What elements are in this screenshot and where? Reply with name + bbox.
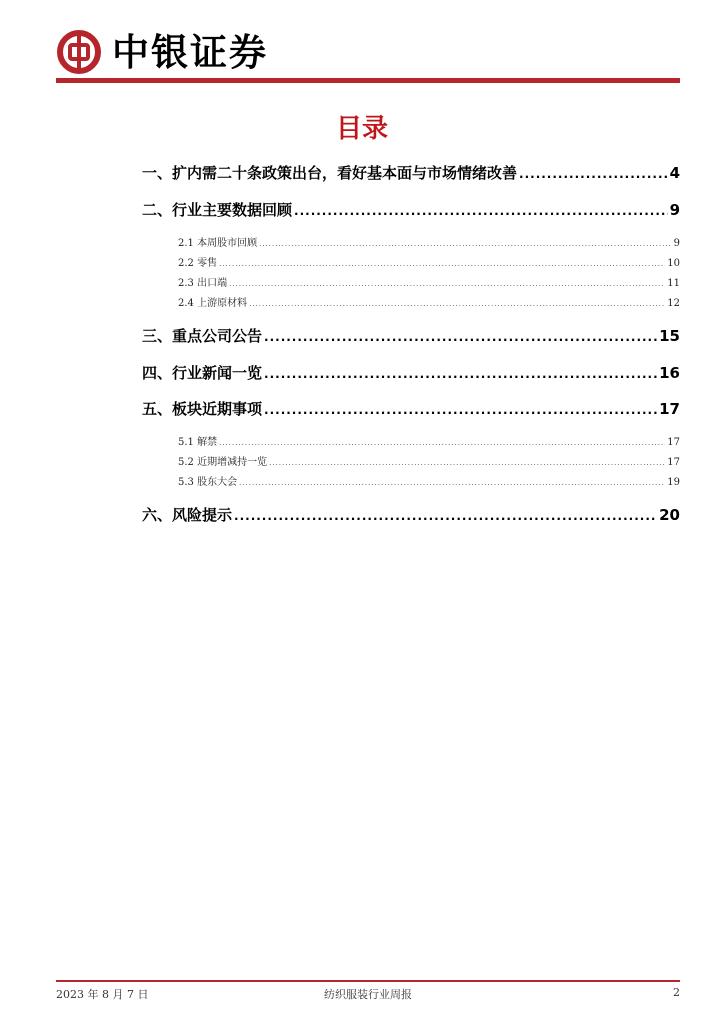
toc-entry[interactable] [142, 325, 680, 346]
toc-entry[interactable] [142, 398, 680, 419]
footer-divider [56, 980, 680, 982]
toc-entry-label: 5.1 解禁 [178, 433, 217, 448]
dot-leader [269, 459, 665, 467]
toc-subentry[interactable] [178, 254, 680, 269]
toc-entry[interactable] [142, 504, 680, 525]
page-number: 2 [673, 986, 680, 999]
toc-entry-page: 12 [667, 298, 680, 309]
dot-leader [294, 204, 668, 218]
report-name: 纺织服装行业周报 [324, 988, 412, 1001]
toc-entry-label: 2.3 出口端 [178, 274, 227, 289]
header-divider [56, 78, 680, 83]
dot-leader [239, 479, 665, 487]
dot-leader [249, 300, 665, 308]
dot-leader [264, 403, 657, 417]
toc-entry-label: 六、风险提示 [142, 506, 233, 524]
toc-entry-label: 2.1 本周股市回顾 [178, 234, 257, 249]
toc-entry-page: 10 [667, 258, 680, 269]
dot-leader [229, 280, 665, 288]
toc-entry-label: 一、扩内需二十条政策出台，看好基本面与市场情绪改善 [142, 164, 518, 182]
dot-leader [219, 260, 665, 268]
toc-entry-page: 9 [673, 238, 680, 249]
toc-entry-page: 17 [667, 437, 680, 448]
toc-title: 目录 [335, 114, 388, 144]
page-header [56, 28, 268, 76]
toc-entry-page: 16 [659, 364, 680, 382]
toc-subentry[interactable] [178, 453, 680, 468]
toc-entry-page: 4 [669, 164, 680, 182]
report-date: 2023 年 8 月 7 日 [56, 988, 149, 1001]
brand-name: 中银证券 [112, 30, 268, 74]
toc-subentry[interactable] [178, 473, 680, 488]
toc-entry-page: 20 [659, 506, 680, 524]
toc-entry-page: 15 [659, 327, 680, 345]
dot-leader [234, 509, 657, 523]
toc-subentry[interactable] [178, 433, 680, 448]
toc-subentry[interactable] [178, 274, 680, 289]
toc-entry[interactable] [142, 162, 680, 183]
toc-entry-label: 二、行业主要数据回顾 [142, 201, 293, 219]
toc-entry-page: 17 [667, 457, 680, 468]
dot-leader [519, 167, 668, 181]
toc-entry-label: 2.2 零售 [178, 254, 217, 269]
dot-leader [219, 439, 665, 447]
toc-entry[interactable] [142, 362, 680, 383]
toc-entry-label: 2.4 上游原材料 [178, 294, 247, 309]
toc-entry-label: 5.2 近期增减持一览 [178, 453, 267, 468]
toc-entry-page: 17 [659, 400, 680, 418]
toc-entry-label: 5.3 股东大会 [178, 473, 237, 488]
toc-entry-page: 11 [667, 278, 680, 289]
toc-entry[interactable] [142, 199, 680, 220]
bank-of-china-logo-icon [56, 29, 102, 75]
toc-entry-label: 五、板块近期事项 [142, 400, 263, 418]
dot-leader [264, 330, 657, 344]
toc-subentry[interactable] [178, 294, 680, 309]
toc-entry-label: 三、重点公司公告 [142, 327, 263, 345]
toc-subentry[interactable] [178, 234, 680, 249]
dot-leader [264, 367, 657, 381]
dot-leader [259, 240, 672, 248]
toc-entry-page: 19 [667, 477, 680, 488]
toc-entry-page: 9 [669, 201, 680, 219]
toc-entry-label: 四、行业新闻一览 [142, 364, 263, 382]
